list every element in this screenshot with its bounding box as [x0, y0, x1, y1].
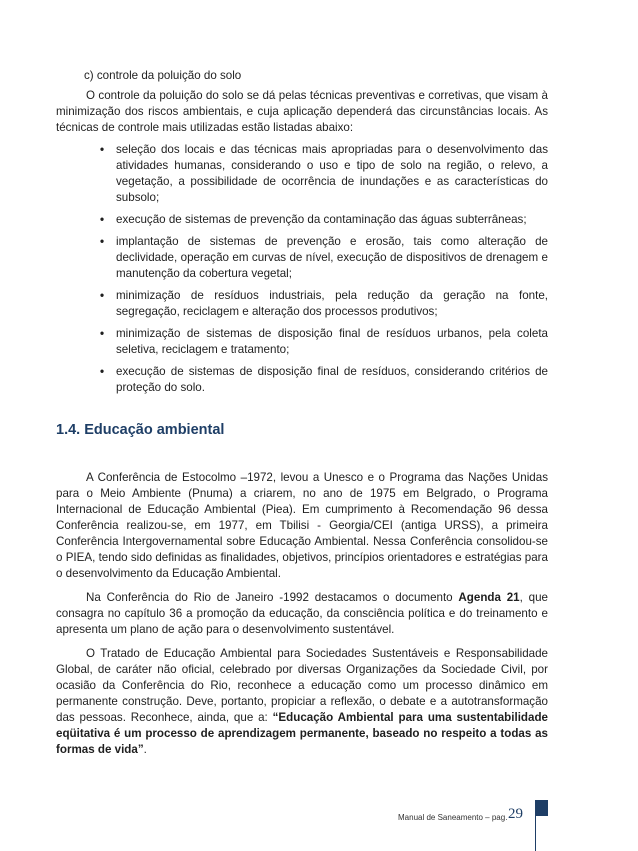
list-item	[100, 364, 548, 396]
list-item-text: seleção dos locais e das técnicas mais apropriadas para o desenvolvimento das atividades humanas, considerando o uso e tipo de solo na região, o relevo, a vegetação, a possibilidade de ocorrência de inundações e as características do subsolo;	[116, 143, 548, 204]
paragraph-2-text: Na Conferência do Rio de Janeiro -1992 destacamos o documento	[86, 591, 459, 604]
footer-accent-line	[535, 816, 536, 851]
agenda-21-emphasis: Agenda 21	[458, 591, 520, 604]
footer-label: Manual de Saneamento – pag.	[398, 813, 508, 822]
page-number: 29	[508, 806, 523, 822]
bullet-icon: •	[100, 289, 105, 302]
list-item	[100, 234, 548, 282]
section-paragraph-1: A Conferência de Estocolmo –1972, levou a Unesco e o Programa das Nações Unidas para o Meio Ambiente (Pnuma) a criarem, no ano de 1975 em Belgrado, o Programa Internacional de Educação Ambiental (Piea). Em cumprimento à Recomendação 96 dessa Conferência realizou-se, em 1977, em Tbilisi - Georgia/CEI (antiga URSS), a primeira Conferência Intergovernamental sobre Educação Ambiental. Nessa Conferência consolidou-se o PIEA, tendo sido definidas as finalidades, objetivos, princípios orientadores e estratégias para o desenvolvimento da Educação Ambiental.	[56, 471, 548, 580]
bullet-icon: •	[100, 143, 105, 156]
paragraph-3-end: .	[143, 743, 147, 756]
list-item-text: implantação de sistemas de prevenção e erosão, tais como alteração de declividade, operação em curvas de nível, execução de dispositivos de drenagem e manutenção da cobertura vegetal;	[116, 235, 548, 280]
paragraph-3-text: O Tratado de Educação Ambiental para Sociedades Sustentáveis e Responsabilidade Global, de caráter não oficial, celebrado por diversas Organizações da Sociedade Civil, por ocasião da Conferência do Rio, reconhece a educação como um processo dinâmico em permanente construção. Deve, portanto, propiciar a reflexão, o debate e a autotransformação das pessoas. Reconhece, ainda, que a:	[56, 647, 548, 724]
subsection-label: c) controle da poluição do solo	[84, 69, 242, 82]
bullet-icon: •	[100, 235, 105, 248]
footer-accent-bar	[535, 800, 548, 816]
paragraph-2-text-end: , que consagra no capítulo 36 a promoção da educação, da consciência política e do treinamento e apresenta um plano de ação para o desenvolvimento sustentável.	[56, 591, 548, 636]
treaty-quote: “Educação Ambiental para uma sustentabilidade eqüitativa é um processo de aprendizagem permanente, baseado no respeito a todas as formas de vida”	[56, 711, 548, 756]
page-content	[56, 68, 548, 758]
list-item	[100, 142, 548, 206]
bullet-icon: •	[100, 365, 105, 378]
list-item-text: minimização de resíduos industriais, pela redução da geração na fonte, segregação, reciclagem e alteração dos processos produtivos;	[116, 289, 548, 318]
bullet-icon: •	[100, 213, 105, 226]
section-paragraph-2	[56, 590, 548, 638]
list-item	[100, 288, 548, 320]
list-item-text: minimização de sistemas de disposição final de resíduos urbanos, pela coleta seletiva, reciclagem e tratamento;	[116, 327, 548, 356]
list-item	[100, 326, 548, 358]
list-item-text: execução de sistemas de prevenção da contaminação das águas subterrâneas;	[116, 213, 527, 226]
bullet-list	[56, 142, 548, 396]
section-paragraph-3	[56, 646, 548, 758]
section-title: 1.4. Educação ambiental	[56, 422, 225, 438]
list-item	[100, 212, 548, 228]
intro-paragraph: O controle da poluição do solo se dá pelas técnicas preventivas e corretivas, que visam à minimização dos riscos ambientais, e cuja aplicação dependerá das circunstâncias locais. As técnicas de controle mais utilizadas estão listadas abaixo:	[56, 89, 548, 134]
list-item-text: execução de sistemas de disposição final de resíduos, considerando critérios de proteção do solo.	[116, 365, 548, 394]
bullet-icon: •	[100, 327, 105, 340]
page-footer	[0, 800, 638, 851]
